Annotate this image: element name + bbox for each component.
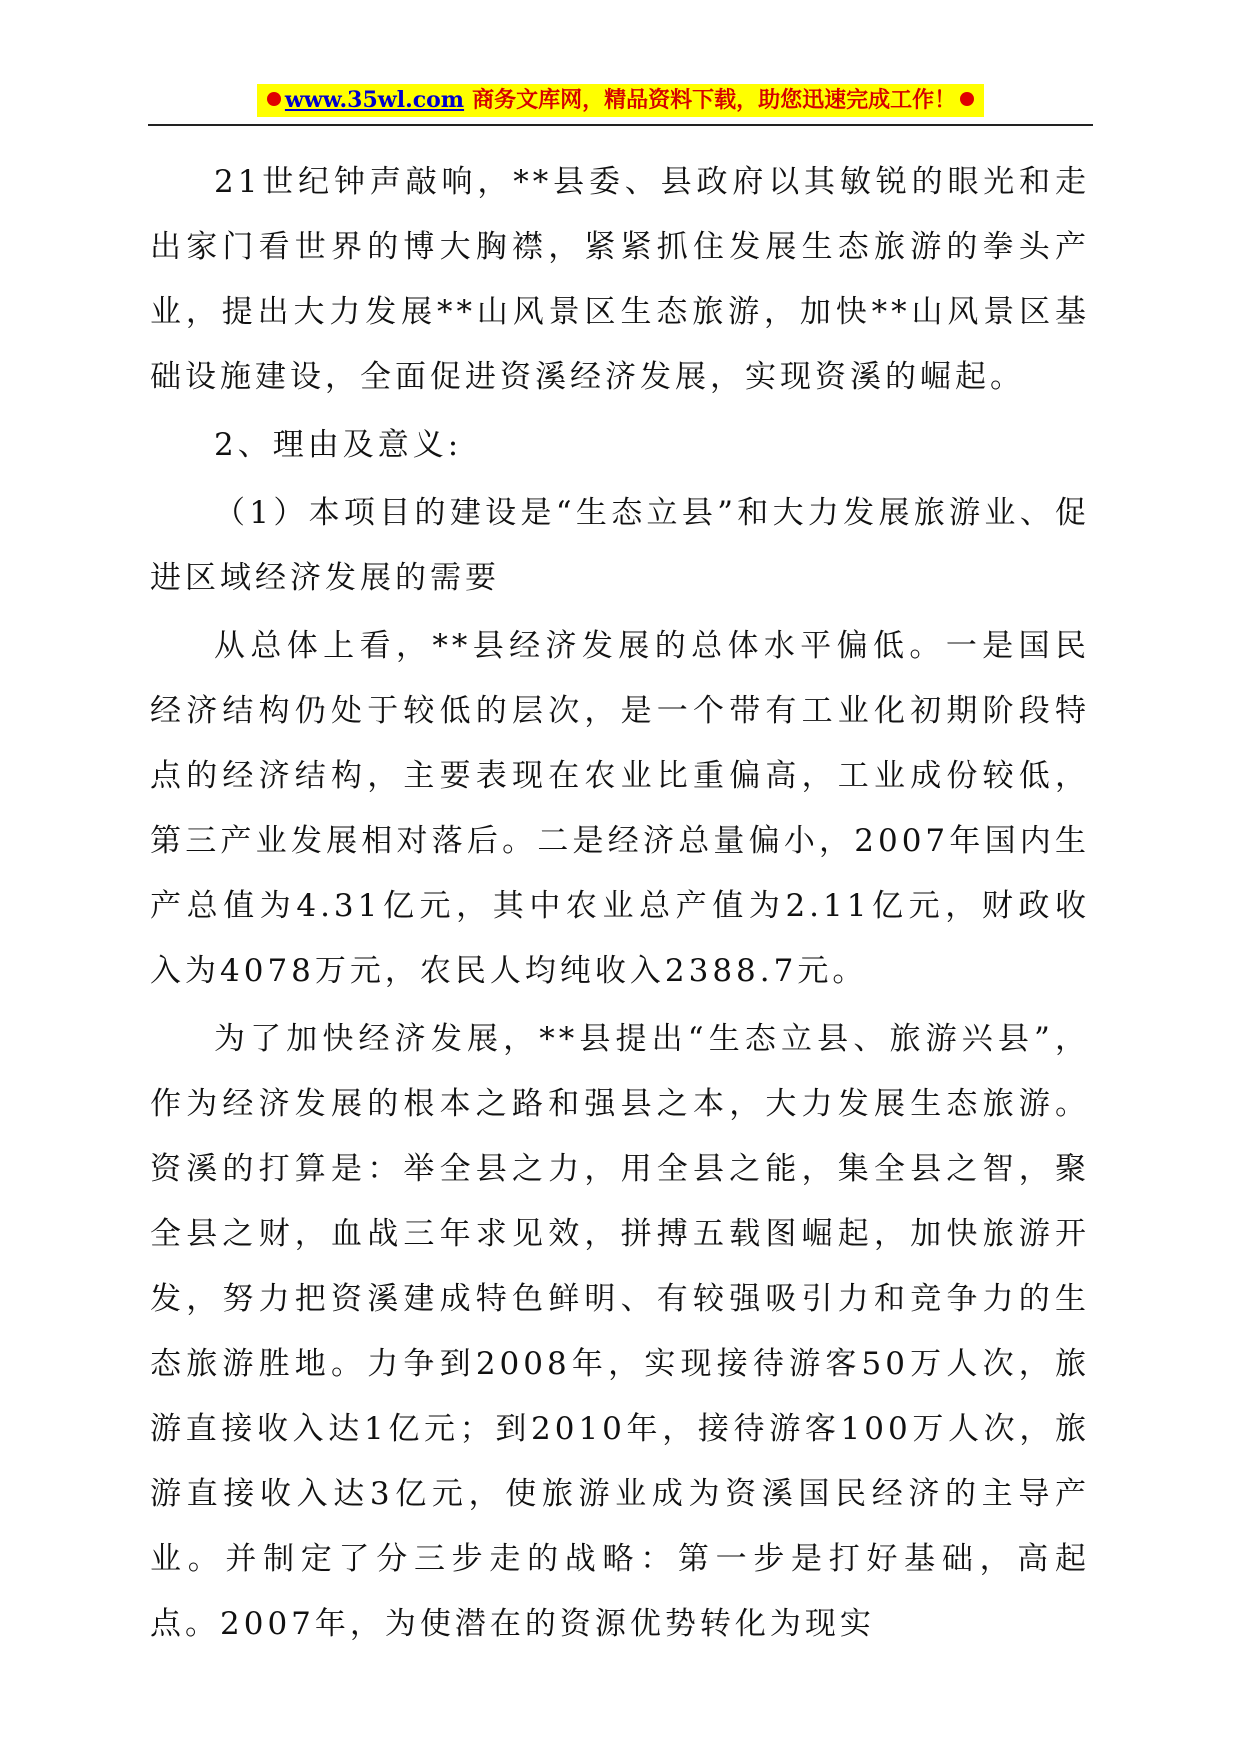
paragraph-intro: 21世纪钟声敲响，**县委、县政府以其敏锐的眼光和走出家门看世界的博大胸襟，紧紧抓住发展生态旅游的拳头产业，提出大力发展**山风景区生态旅游，加快**山风景区基础设施建设，全面促进资溪经济发展，实现资溪的崛起。	[150, 164, 1090, 395]
subsection-heading: （1）本项目的建设是“生态立县”和大力发展旅游业、促进区域经济发展的需要	[150, 495, 1090, 596]
site-link[interactable]: www.35wl.com	[284, 87, 465, 113]
document-body	[150, 150, 1090, 1660]
header-divider	[148, 124, 1093, 126]
paragraph-strategy: 为了加快经济发展，**县提出“生态立县、旅游兴县”，作为经济发展的根本之路和强县之本，大力发展生态旅游。资溪的打算是：举全县之力，用全县之能，集全县之智，聚全县之财，血战三年求见效，拼搏五载图崛起，加快旅游开发，努力把资溪建成特色鲜明、有较强吸引力和竞争力的生态旅游胜地。力争到2008年，实现接待游客50万人次，旅游直接收入达1亿元；到2010年，接待游客100万人次，旅游直接收入达3亿元，使旅游业成为资溪国民经济的主导产业。并制定了分三步走的战略：第一步是打好基础，高起点。2007年，为使潜在的资源优势转化为现实	[150, 1021, 1090, 1642]
page-header	[0, 84, 1241, 117]
red-dot-icon	[267, 92, 281, 106]
banner-slogan: 商务文库网，精品资料下载，助您迅速完成工作！	[472, 87, 957, 113]
section-heading: 2、理由及意义:	[214, 427, 463, 463]
header-banner	[257, 84, 984, 117]
red-dot-icon	[960, 92, 974, 106]
paragraph-economy: 从总体上看，**县经济发展的总体水平偏低。一是国民经济结构仍处于较低的层次，是一个带有工业化初期阶段特点的经济结构，主要表现在农业比重偏高，工业成份较低，第三产业发展相对落后。二是经济总量偏小，2007年国内生产总值为4.31亿元，其中农业总产值为2.11亿元，财政收入为4078万元，农民人均纯收入2388.7元。	[150, 628, 1090, 989]
